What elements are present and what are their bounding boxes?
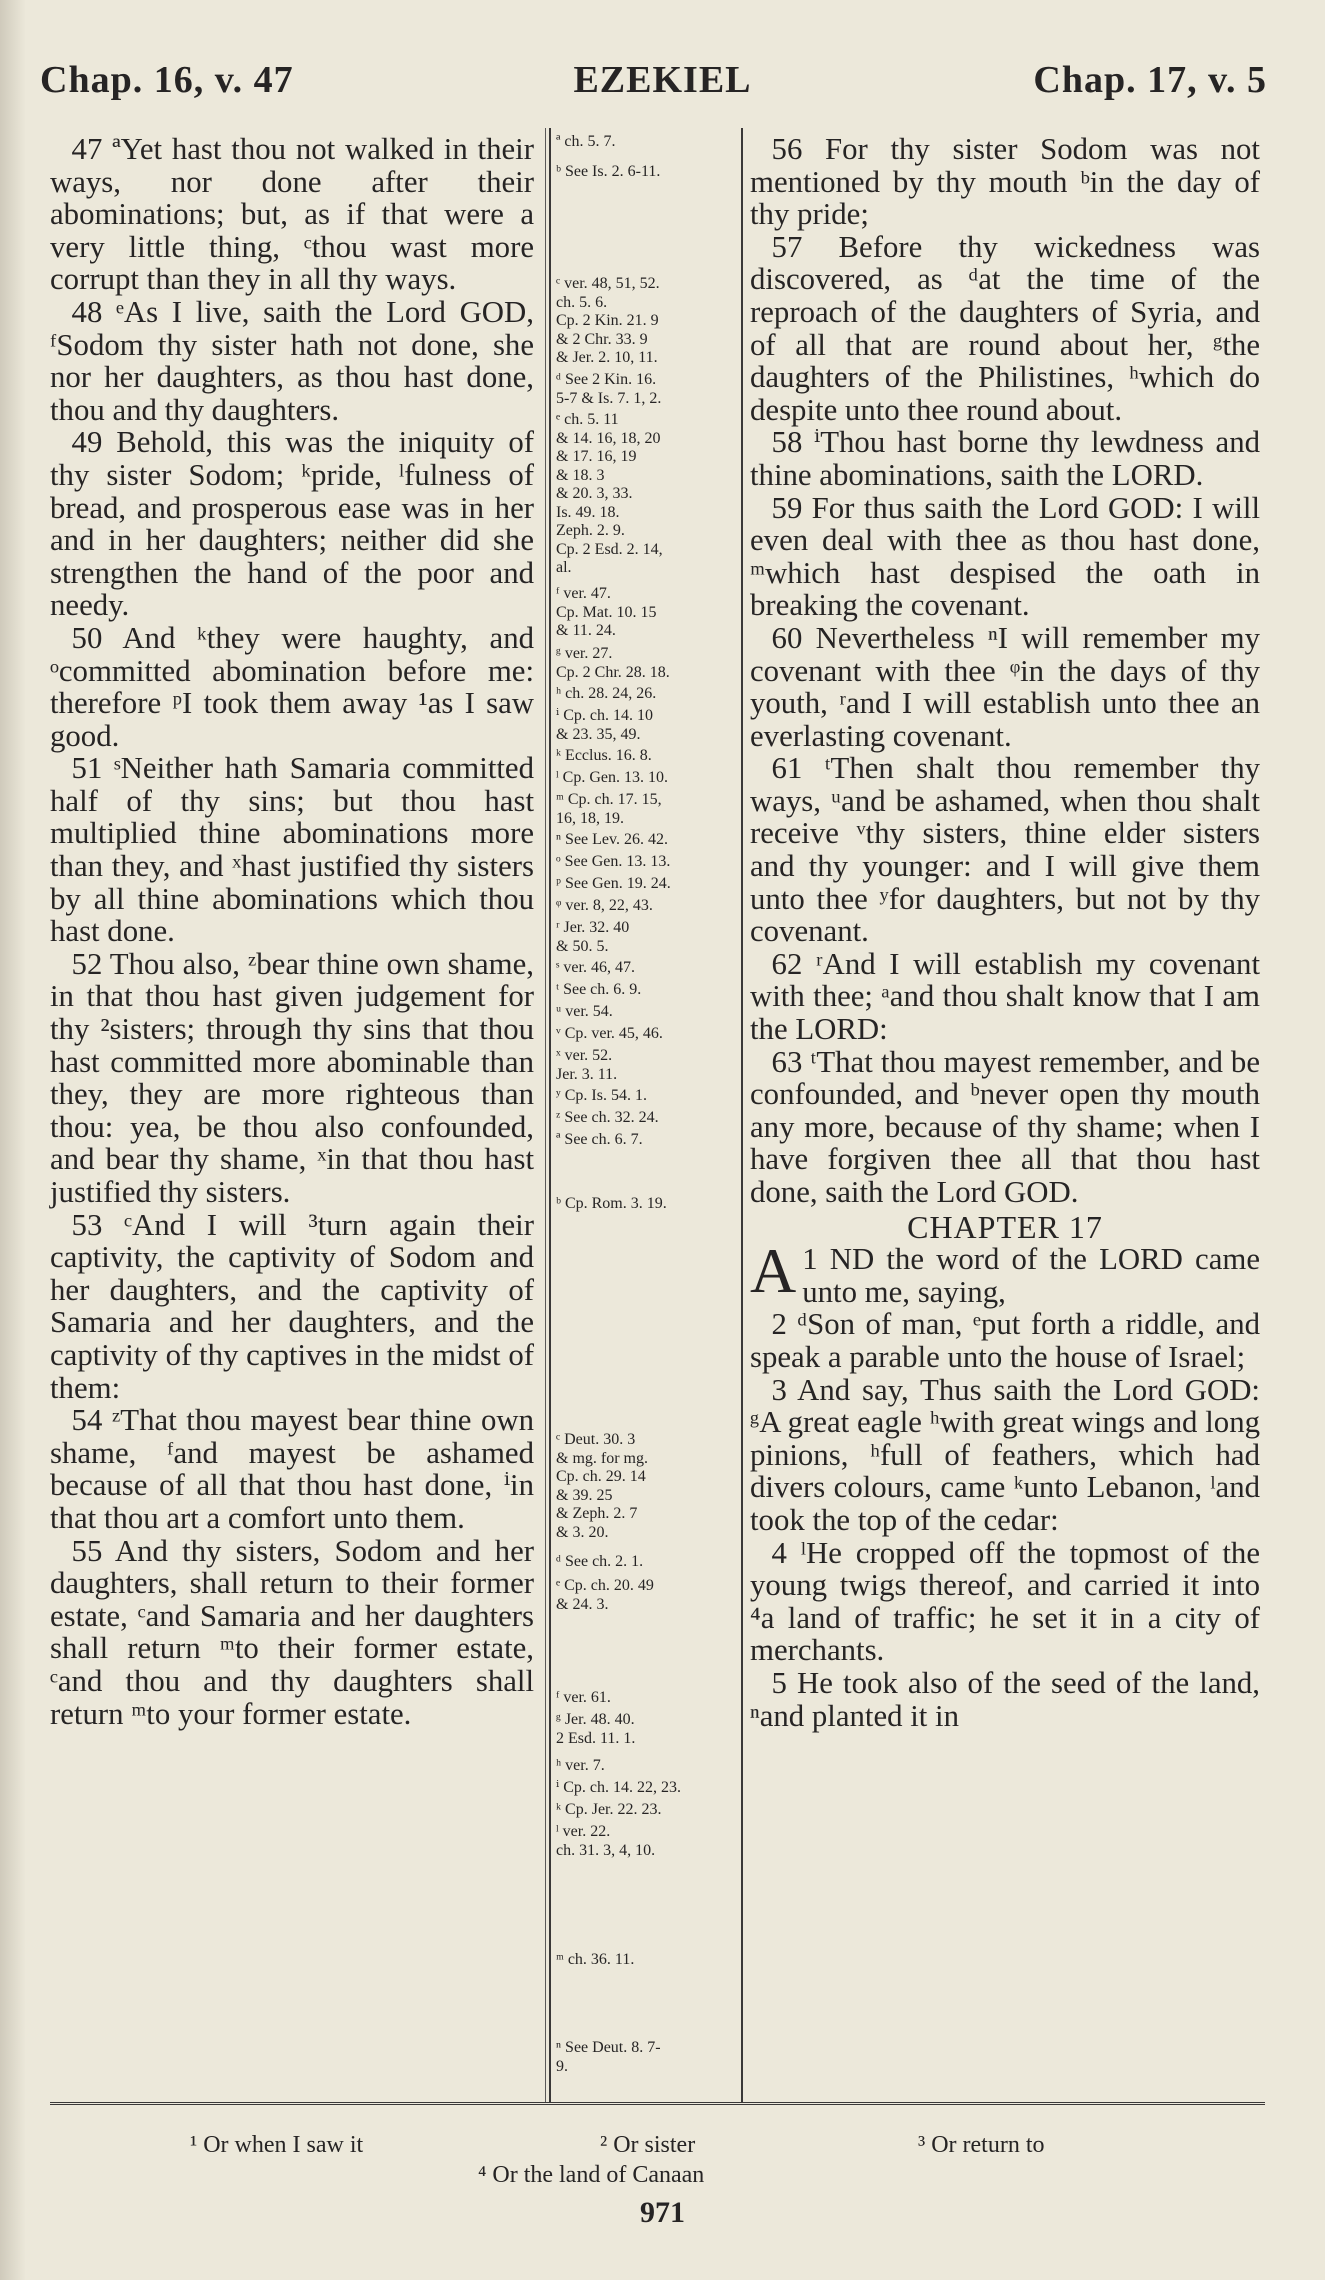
footnote-2: ² Or sister [600,2132,696,2158]
header-right: Chap. 17, v. 5 [1033,59,1267,101]
verse-60: 60 Nevertheless ⁿI will remember my covenant with thee ᵠin the days of thy youth, ʳand I will establish unto thee an everlasting covenant. [750,620,1260,753]
cross-ref: ᵏ Cp. Jer. 22. 23. [556,1801,662,1818]
column-divider [549,128,551,2103]
cross-ref: ᵏ Ecclus. 16. 8. [556,747,652,764]
page-number: 971 [640,2196,685,2229]
chapter-heading: CHAPTER 17 [907,1208,1103,1245]
chapter-17-verse-1 [750,1235,1261,1309]
chapter-17-verse-4: 4 ˡHe cropped off the topmost of the young twigs thereof, and carried it into ⁴a land of traffic; he set it in a city of merchants. [750,1535,1260,1668]
cross-ref: ᵐ Cp. ch. 17. 15, 16, 18, 19. [556,791,662,827]
cross-ref: ᵍ ver. 27. Cp. 2 Chr. 28. 18. [556,645,670,681]
cross-ref: ᵛ Cp. ver. 45, 46. [556,1025,663,1042]
cross-ref: ᵉ Cp. ch. 20. 49 & 24. 3. [556,1577,654,1613]
left-text-column [50,133,534,1730]
verse-55: 55 And thy sisters, Sodom and her daughters, shall return to their former estate, ᶜand Samaria and her daughters shall return ᵐto their former estate, ᶜand thou and thy daughters shall return ᵐto your former estate. [50,1533,534,1731]
verse-number: 1 [802,1242,818,1277]
cross-ref: ᵉ ch. 5. 11 & 14. 16, 18, 20 & 17. 16, 19 & 18. 3 & 20. 3, 33. Is. 49. 18. Zeph. 2. 9. Cp. 2 Esd. 2. 14, al. [556,411,663,576]
verse-53: 53 ᶜAnd I will ³turn again their captivity, the captivity of Sodom and her daughters, and the captivity of Samaria and her daughters, and the captivity of thy captives in the midst of them: [50,1207,534,1405]
cross-ref: ᵐ ch. 36. 11. [556,1951,635,1968]
verse-62: 62 ʳAnd I will establish my covenant with thee; ᵃand thou shalt know that I am the LORD: [750,946,1260,1047]
cross-ref: ᵈ See ch. 2. 1. [556,1553,644,1570]
cross-ref: ʰ ch. 28. 24, 26. [556,685,657,702]
verse-54: 54 ᶻThat thou mayest bear thine own shame, ᶠand mayest be ashamed because of all that thou hast done, ⁱin that thou art a comfort unto them. [50,1403,534,1535]
cross-ref: ª See ch. 6. 7. [556,1131,643,1148]
cross-ref: ʰ ver. 7. [556,1757,605,1774]
chapter-17-verse-3: 3 And say, Thus saith the Lord GOD: ᵍA great eagle ʰwith great wings and long pinions, ʰfull of feathers, which had divers colours, came ᵏunto Lebanon, ˡand took the top of the cedar: [750,1372,1260,1537]
cross-ref: ᵈ See 2 Kin. 16. 5-7 & Is. 7. 1, 2. [556,371,662,407]
cross-ref: ᶜ ver. 48, 51, 52. ch. 5. 6. Cp. 2 Kin. 21. 9 & 2 Chr. 33. 9 & Jer. 2. 10, 11. [556,275,660,366]
verse-50: 50 And ᵏthey were haughty, and ᵒcommitted abomination before me: therefore ᵖI took them away ¹as I saw good. [50,620,534,753]
cross-ref: ᵖ See Gen. 19. 24. [556,875,671,892]
cross-ref: ʳ Jer. 32. 40 & 50. 5. [556,919,630,955]
cross-ref: ᶠ ver. 61. [556,1689,611,1706]
cross-ref: ⁿ See Deut. 8. 7- 9. [556,2039,661,2075]
verse-57: 57 Before thy wickedness was discovered, as ᵈat the time of the reproach of the daughters of Syria, and of all that are round about her, ᵍthe daughters of the Philistines, ʰwhich do despite unto thee round about. [750,229,1260,427]
cross-ref: ᵠ ver. 8, 22, 43. [556,897,653,914]
chapter-17-verse-5: 5 He took also of the seed of the land, ⁿand planted it in [750,1665,1260,1733]
footnote-rule [50,2102,1265,2105]
header-book-title: EZEKIEL [573,59,752,101]
cross-ref: ᵗ See ch. 6. 9. [556,981,642,998]
cross-ref: ˣ ver. 52. Jer. 3. 11. [556,1047,618,1083]
verse-1-text: ND the word of the LORD came unto me, saying, [802,1242,1261,1309]
cross-ref: ⁿ See Lev. 26. 42. [556,831,668,848]
cross-ref: ᶠ ver. 47. Cp. Mat. 10. 15 & 11. 24. [556,585,657,639]
cross-ref: ᵘ ver. 54. [556,1003,613,1020]
verse-63: 63 ᵗThat thou mayest remember, and be confounded, and ᵇnever open thy mouth any more, because of thy shame; when I have forgiven thee all that thou hast done, saith the Lord GOD. [750,1044,1260,1209]
verse-59: 59 For thus saith the Lord GOD: I will even deal with thee as thou hast done, ᵐwhich hast despised the oath in breaking the covenant. [750,490,1260,623]
verse-47: 47 ªYet hast thou not walked in their ways, nor done after their abominations; but, as if that were a very little thing, ᶜthou wast more corrupt than they in all thy ways. [50,132,534,297]
cross-ref: ˢ ver. 46, 47. [556,959,635,976]
cross-ref: ⁱ Cp. ch. 14. 10 & 23. 35, 49. [556,707,653,743]
cross-ref: ª ch. 5. 7. [556,133,616,150]
verse-48: 48 ᵉAs I live, saith the Lord GOD, ᶠSodom thy sister hath not done, she nor her daughters, as thou hast done, thou and thy daughters. [50,294,534,427]
cross-ref: ᵒ See Gen. 13. 13. [556,853,671,870]
footnote-3: ³ Or return to [918,2132,1045,2158]
cross-ref: ᵇ Cp. Rom. 3. 19. [556,1195,667,1212]
footnote-1: ¹ Or when I saw it [190,2132,364,2158]
verse-52: 52 Thou also, ᶻbear thine own shame, in that thou hast given judgement for thy ²sisters; through thy sins that thou hast committed more abominable than they, they are more righteous than thou: yea, be thou also confounded, and bear thy shame, ˣin that thou hast justified thy sisters. [50,946,534,1209]
right-text-column [750,133,1260,1732]
footnote-4: ⁴ Or the land of Canaan [478,2162,705,2188]
header-left: Chap. 16, v. 47 [40,59,294,101]
column-divider-thin [545,128,546,2103]
chapter-17-verse-2: 2 ᵈSon of man, ᵉput forth a riddle, and speak a parable unto the house of Israel; [750,1307,1260,1374]
cross-ref: ʸ Cp. Is. 54. 1. [556,1087,647,1104]
cross-ref: ᵇ See Is. 2. 6-11. [556,163,661,180]
cross-ref: ᵍ Jer. 48. 40. 2 Esd. 11. 1. [556,1711,636,1747]
cross-ref: ⁱ Cp. ch. 14. 22, 23. [556,1779,681,1796]
verse-56: 56 For thy sister Sodom was not mentioned by thy mouth ᵇin the day of thy pride; [750,132,1260,232]
verse-51: 51 ˢNeither hath Samaria committed half of thy sins; but thou hast multiplied thine abominations more than they, and ˣhast justified thy sisters by all thine abominations which thou hast done. [50,751,534,949]
verse-58: 58 ⁱThou hast borne thy lewdness and thine abominations, saith the LORD. [750,425,1260,492]
drop-cap: A [750,1235,797,1307]
verse-49: 49 Behold, this was the iniquity of thy sister Sodom; ᵏpride, ˡfulness of bread, and prosperous ease was in her and in her daughters; neither did she strengthen the hand of the poor and needy. [50,425,534,623]
verse-61: 61 ᵗThen shalt thou remember thy ways, ᵘand be ashamed, when thou shalt receive ᵛthy sisters, thine elder sisters and thy younger: and I will give them unto thee ʸfor daughters, but not by thy covenant. [750,751,1260,949]
cross-ref: ˡ Cp. Gen. 13. 10. [556,769,668,786]
column-divider [741,128,743,2103]
cross-ref: ᶜ Deut. 30. 3 & mg. for mg. Cp. ch. 29. 14 & 39. 25 & Zeph. 2. 7 & 3. 20. [556,1431,648,1541]
cross-ref: ᶻ See ch. 32. 24. [556,1109,659,1126]
cross-ref: ˡ ver. 22. ch. 31. 3, 4, 10. [556,1823,656,1859]
